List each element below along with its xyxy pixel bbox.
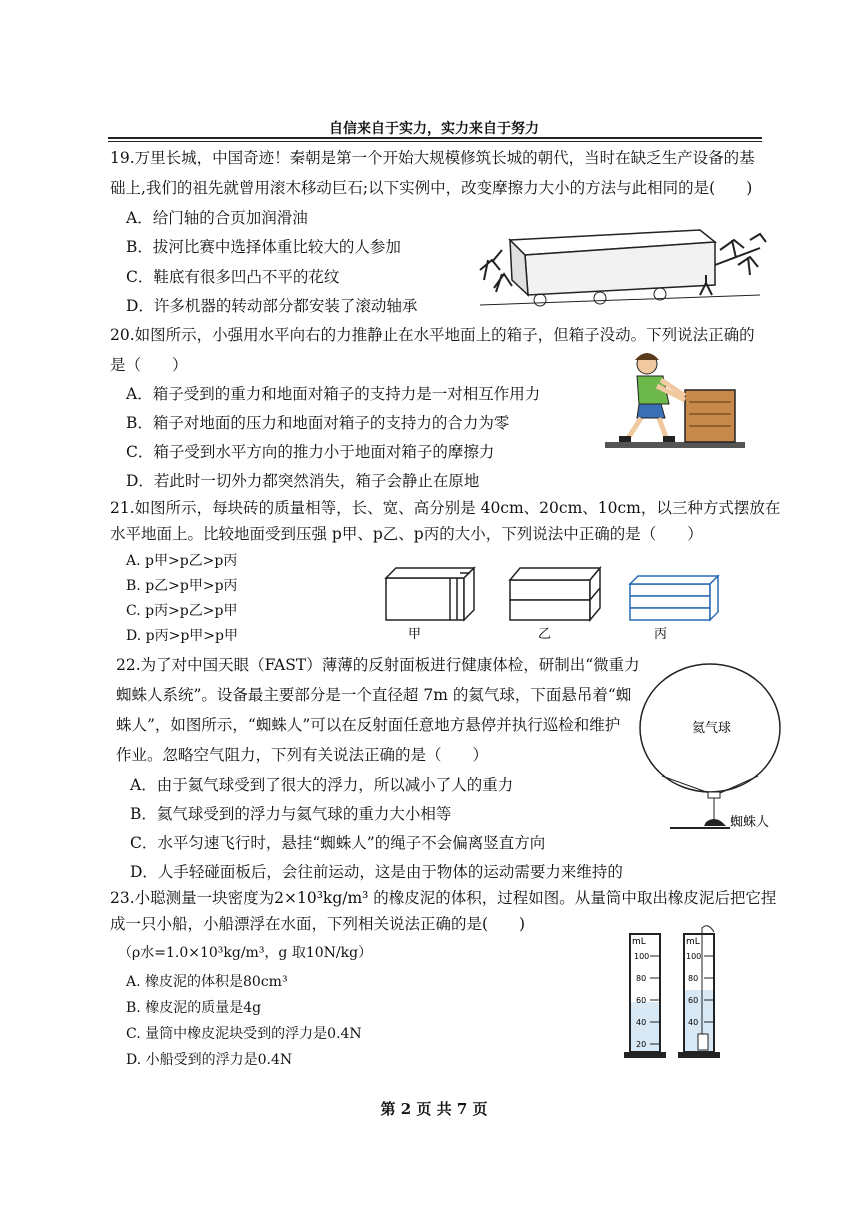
q21-option-a: A. p甲>p乙>p丙 — [126, 553, 238, 569]
q22-stem-line4: 作业。忽略空气阻力，下列有关说法正确的是（ ） — [116, 746, 489, 764]
bricks-figure — [378, 560, 728, 642]
q22-stem-line2: 蜘蛛人系统”。设备最主要部分是一个直径超 7m 的氦气球，下面悬吊着“蜘 — [116, 686, 632, 704]
balloon-figure — [634, 660, 784, 840]
cylinder-right-tick-100: 100 — [686, 952, 702, 961]
q20-stem-line1: 20.如图所示，小强用水平向右的力推静止在水平地面上的箱子，但箱子没动。下列说法正确的 — [110, 326, 755, 344]
boy-pushing-box-figure — [605, 350, 745, 452]
q22-stem-line1: 22.为了对中国天眼（FAST）薄薄的反射面板进行健康体检，研制出“微重力 — [116, 656, 640, 674]
q21-option-c: C. p丙>p乙>p甲 — [126, 603, 238, 619]
cylinder-left-tick-60: 60 — [636, 996, 647, 1005]
measuring-cylinders-figure — [620, 922, 730, 1067]
q22-option-a: A．由于氦气球受到了很大的浮力，所以减小了人的重力 — [130, 776, 514, 794]
q21-stem-line2: 水平地面上。比较地面受到压强 p甲、p乙、p丙的大小，下列说法中正确的是（ ） — [110, 525, 703, 543]
q19-stem-line2: 础上,我们的祖先就曾用滚木移动巨石;以下实例中，改变摩擦力大小的方法与此相同的是( ) — [110, 179, 753, 197]
great-wall-stone-figure — [470, 210, 770, 310]
cylinder-right-tick-40: 40 — [688, 1018, 699, 1027]
q23-option-a: A. 橡皮泥的体积是80cm³ — [126, 974, 288, 990]
brick-label-bing: 丙 — [654, 627, 668, 642]
q23-stem-line3: （ρ水=1.0×10³kg/m³，g 取10N/kg） — [118, 945, 373, 961]
brick-label-yi: 乙 — [538, 627, 552, 642]
q23-stem-line2: 成一只小船，小船漂浮在水面，下列相关说法正确的是( ) — [110, 915, 526, 933]
balloon-label: 氦气球 — [692, 721, 732, 736]
q23-option-d: D. 小船受到的浮力是0.4N — [126, 1052, 293, 1068]
q20-stem-line2: 是（ ） — [110, 356, 188, 374]
q19-option-b: B．拔河比赛中选择体重比较大的人参加 — [126, 238, 401, 256]
q19-option-a: A．给门轴的合页加润滑油 — [126, 209, 308, 227]
brick-label-jia: 甲 — [408, 627, 422, 642]
cylinder-left-tick-20: 20 — [636, 1040, 647, 1049]
cylinder-left — [624, 934, 666, 1058]
q23-stem-line1: 23.小聪测量一块密度为2×10³kg/m³ 的橡皮泥的体积，过程如图。从量筒中取出橡皮泥后把它捏 — [110, 889, 777, 907]
cylinder-left-tick-80: 80 — [636, 974, 647, 983]
q20-option-b: B．箱子对地面的压力和地面对箱子的支持力的合力为零 — [126, 414, 510, 432]
q20-option-c: C．箱子受到水平方向的推力小于地面对箱子的摩擦力 — [126, 443, 495, 461]
header-rule — [108, 137, 762, 139]
q19-option-c: C．鞋底有很多凹凸不平的花纹 — [126, 268, 340, 286]
q19-stem-line1: 19.万里长城，中国奇迹！秦朝是第一个开始大规模修筑长城的朝代，当时在缺乏生产设备的基 — [110, 149, 755, 167]
page-header: 自信来自于实力，实力来自于努力 — [329, 121, 539, 137]
q21-option-b: B. p乙>p甲>p丙 — [126, 578, 238, 594]
cylinder-right — [678, 926, 720, 1058]
q19-option-d: D．许多机器的转动部分都安装了滚动轴承 — [126, 297, 418, 315]
header-rule-thin — [108, 141, 762, 142]
cylinder-right-tick-60: 60 — [688, 996, 699, 1005]
cylinder-left-tick-40: 40 — [636, 1018, 647, 1027]
spiderman-label: 蜘蛛人 — [730, 815, 770, 830]
cylinder-left-unit: mL — [632, 937, 646, 947]
page-footer: 第 2 页 共 7 页 — [380, 1100, 488, 1118]
cylinder-right-tick-80: 80 — [688, 974, 699, 983]
cylinder-left-tick-100: 100 — [634, 952, 650, 961]
q22-stem-line3: 蛛人”，如图所示，“蜘蛛人”可以在反射面任意地方悬停并执行巡检和维护 — [116, 716, 621, 734]
cylinder-right-unit: mL — [686, 937, 700, 947]
q20-option-d: D．若此时一切外力都突然消失，箱子会静止在原地 — [126, 472, 480, 490]
q22-option-b: B．氦气球受到的浮力与氦气球的重力大小相等 — [130, 805, 452, 823]
q23-option-b: B. 橡皮泥的质量是4g — [126, 1000, 262, 1016]
q20-option-a: A．箱子受到的重力和地面对箱子的支持力是一对相互作用力 — [126, 385, 541, 403]
q23-option-c: C. 量筒中橡皮泥块受到的浮力是0.4N — [126, 1026, 362, 1042]
q21-stem-line1: 21.如图所示，每块砖的质量相等，长、宽、高分别是 40cm、20cm、10cm，以三种方式摆放在 — [110, 499, 781, 517]
q22-option-d: D．人手轻碰面板后，会往前运动，这是由于物体的运动需要力来维持的 — [130, 863, 623, 881]
q21-option-d: D. p丙>p甲>p甲 — [126, 628, 238, 644]
q22-option-c: C．水平匀速飞行时，悬挂“蜘蛛人”的绳子不会偏离竖直方向 — [130, 834, 546, 852]
